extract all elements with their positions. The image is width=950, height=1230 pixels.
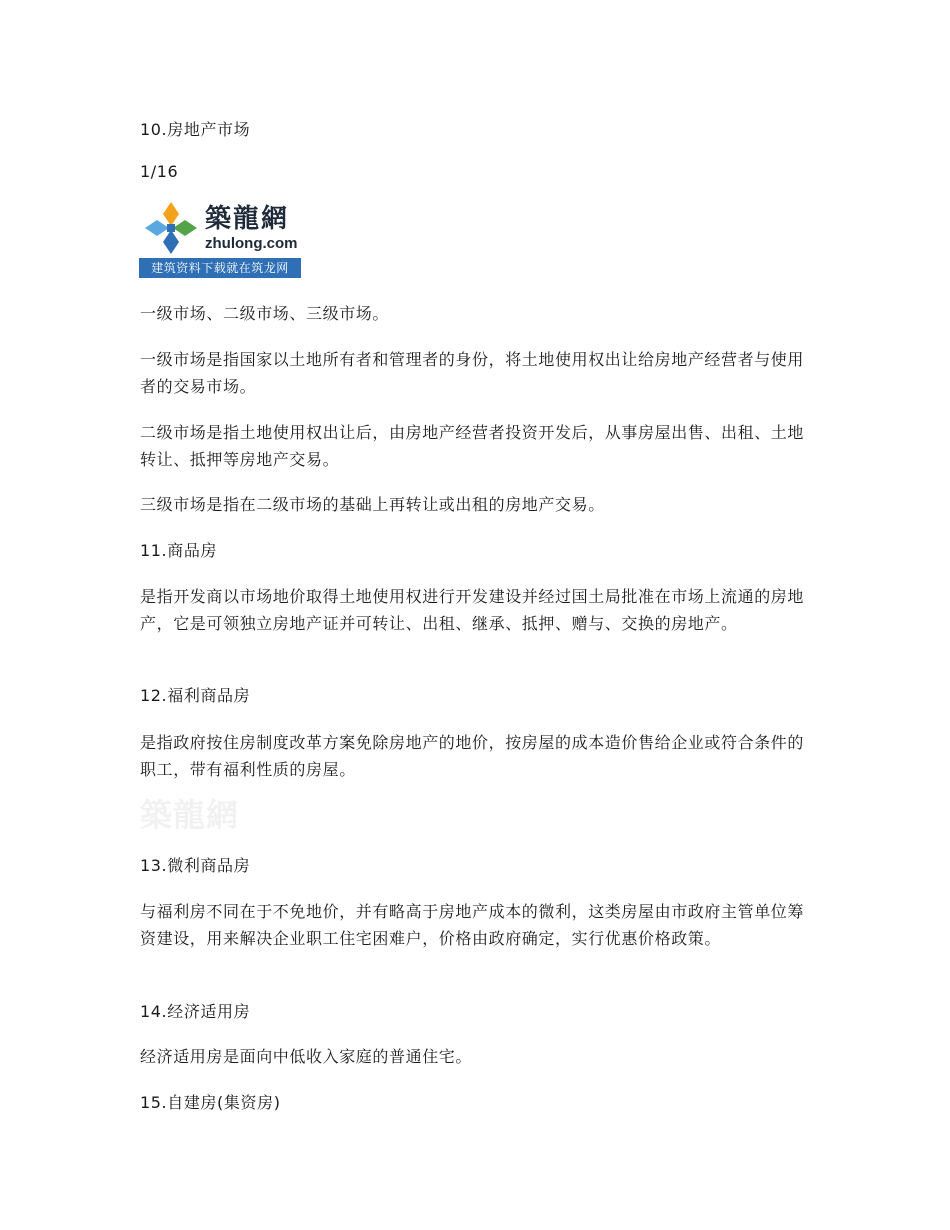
svg-text:築龍網: 築龍網 [140,796,240,834]
section-13-heading: 13.微利商品房 [140,856,251,875]
logo-slogan: 建筑资料下载就在筑龙网 [139,258,301,278]
logo-domain: zhulong.com [205,235,298,252]
section-12-heading: 12.福利商品房 [140,686,251,705]
section-10-heading: 10.房地产市场 [140,120,251,139]
section-14-heading: 14.经济适用房 [140,1002,251,1021]
section-14-paragraph-1: 经济适用房是面向中低收入家庭的普通住宅。 [140,1047,473,1066]
watermark-wordmark [140,792,250,836]
zhulong-watermark [140,792,250,847]
section-12-paragraph-1: 是指政府按住房制度改革方案免除房地产的地价，按房屋的成本造价售给企业或符合条件的职工，带有福利性质的房屋。 [140,733,805,779]
logo-chinese-wordmark [205,200,301,234]
section-10-paragraph-1: 一级市场、二级市场、三级市场。 [140,304,390,323]
section-11-paragraph-1: 是指开发商以市场地价取得土地使用权进行开发建设并经过国土局批准在市场上流通的房地产，它是可领独立房地产证并可转让、出租、继承、抵押、赠与、交换的房地产。 [140,587,805,633]
zhulong-logo-mark-icon [141,200,201,256]
section-15-heading: 15.自建房(集资房) [140,1093,281,1112]
section-10-paragraph-3: 二级市场是指土地使用权出让后，由房地产经营者投资开发后，从事房屋出售、出租、土地转让、抵押等房地产交易。 [140,423,805,469]
svg-text:築龍網: 築龍網 [205,204,290,234]
zhulong-logo [139,198,301,278]
section-11-heading: 11.商品房 [140,541,218,560]
section-10-paragraph-4: 三级市场是指在二级市场的基础上再转让或出租的房地产交易。 [140,495,605,514]
page-number: 1/16 [140,162,179,181]
section-10-paragraph-2: 一级市场是指国家以土地所有者和管理者的身份，将土地使用权出让给房地产经营者与使用者的交易市场。 [140,350,805,396]
section-13-paragraph-1: 与福利房不同在于不免地价，并有略高于房地产成本的微利，这类房屋由市政府主管单位筹资建设，用来解决企业职工住宅困难户，价格由政府确定，实行优惠价格政策。 [140,902,805,948]
